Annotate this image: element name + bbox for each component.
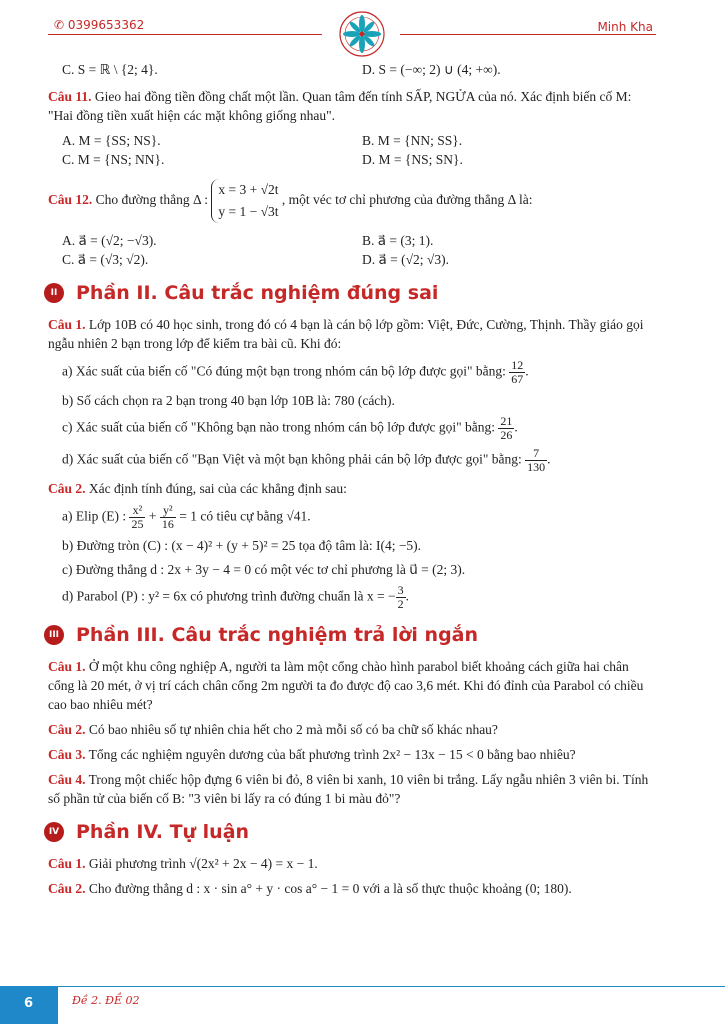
question-label: Câu 1.: [48, 856, 86, 871]
option-c: C. a⃗ = (√3; √2).: [62, 252, 149, 267]
flower-ornament-icon: [324, 10, 400, 60]
option-b: B. a⃗ = (3; 1).: [362, 233, 434, 248]
section-title: Phần III. Câu trắc nghiệm trả lời ngắn: [76, 623, 479, 646]
fraction: $\frac{\text{y²}}{16}$: [161, 503, 174, 531]
statement-a: a) Xác suất của biến cố "Có đúng một bạn trong nhóm cán bộ lớp được gọi" bằng: $\frac{12}{67}$ .: [62, 358, 529, 386]
statement-c: c) Đường thẳng d : 2x + 3y − 4 = 0 có một véc tơ chỉ phương là u⃗ = (2; 3).: [62, 562, 466, 577]
section-title: Phần II. Câu trắc nghiệm đúng sai: [76, 281, 439, 304]
part3-question-4: [48, 770, 656, 808]
fraction: $\frac{\text{x²}}{25}$: [131, 503, 144, 531]
fraction: $\frac{7}{130}$: [527, 446, 546, 474]
part3-question-3: [48, 745, 656, 764]
option-a: A. a⃗ = (√2; −√3).: [62, 233, 157, 248]
question-12: [48, 179, 656, 223]
question-text: Cho đường thẳng d : x · sin a° + y · cos a° − 1 = 0 với a là số thực thuộc khoảng (0; 180).: [88, 881, 572, 896]
question-text: Gieo hai đồng tiền đồng chất một lần. Quan tâm đến tính SẤP, NGỬA của nó. Xác định biến cố M: "Hai đồng tiền xuất hiện các mặt không giống nhau".: [48, 89, 632, 123]
footer-line: [58, 986, 725, 987]
part2-question-2: [48, 479, 656, 498]
section-heading-part-3: [44, 625, 656, 645]
header-line-right: [400, 34, 656, 35]
option-c: C. M = {NS; NN}.: [62, 152, 165, 167]
section-heading-part-2: [44, 283, 656, 303]
fraction: $\frac{3}{2}$: [397, 583, 404, 611]
fraction: $\frac{12}{67}$: [511, 358, 524, 386]
equation-y: y = 1 − √3t: [218, 204, 279, 219]
option-c: C. S = ℝ \ {2; 4}.: [62, 62, 158, 77]
section-badge: IV: [44, 822, 64, 842]
section-title: Phần IV. Tự luận: [76, 820, 250, 843]
fraction: $\frac{21}{26}$: [500, 414, 513, 442]
section-badge: II: [44, 283, 64, 303]
question-label: Câu 3.: [48, 747, 86, 762]
statement-b: b) Đường tròn (C) : (x − 4)² + (y + 5)² = 25 tọa độ tâm là: I(4; −5).: [62, 538, 422, 553]
statement-d: d) Xác suất của biến cố "Bạn Việt và một bạn không phải cán bộ lớp được gọi" bằng: $\frac{7}{130}$ .: [62, 446, 551, 474]
equation-system: [211, 179, 278, 223]
section-heading-part-4: [44, 822, 656, 842]
question-label: Câu 4.: [48, 772, 86, 787]
part3-question-1: [48, 657, 656, 714]
section-badge: III: [44, 625, 64, 645]
statement-d: d) Parabol (P) : y² = 6x có phương trình đường chuẩn là x = − $\frac{3}{2}$ .: [62, 583, 409, 611]
header-line-left: [48, 34, 322, 35]
question-text-pre: Cho đường thẳng Δ :: [95, 192, 209, 208]
page-header: [0, 0, 725, 60]
question-label: Câu 12.: [48, 192, 93, 208]
phone-icon: ✆: [54, 18, 68, 32]
part4-question-2: [48, 879, 656, 898]
statement-a: a) Elip (E) : $\frac{\text{x²}}{25}$ + $\frac{\text{y²}}{16}$ = 1 có tiêu cự bằng √41.: [62, 503, 311, 531]
question-label: Câu 2.: [48, 481, 86, 496]
author-name: Minh Kha: [597, 20, 653, 34]
question-text: Lớp 10B có 40 học sinh, trong đó có 4 bạn là cán bộ lớp gồm: Việt, Đức, Cường, Thịnh. Thầy giáo gọi ngẫu nhiên 2 bạn trong lớp để kiểm tra bài cũ. Khi đó:: [48, 317, 644, 351]
equation-x: x = 3 + √2t: [218, 182, 279, 197]
question-11-options: [62, 131, 656, 169]
question-11: [48, 87, 656, 125]
option-b: B. M = {NN; SS}.: [362, 133, 463, 148]
statement-b: b) Số cách chọn ra 2 bạn trong 40 bạn lớp 10B là: 780 (cách).: [62, 393, 395, 408]
phone-number: ✆ 0399653362: [54, 18, 145, 32]
question-label: Câu 1.: [48, 317, 86, 332]
part3-question-2: [48, 720, 656, 739]
option-d: D. S = (−∞; 2) ∪ (4; +∞).: [362, 62, 501, 77]
footer-text: Đề 2. ĐỀ 02: [72, 994, 140, 1007]
option-d: D. a⃗ = (√2; √3).: [362, 252, 449, 267]
part4-question-1: [48, 854, 656, 873]
question-text: Tổng các nghiệm nguyên dương của bất phương trình 2x² − 13x − 15 < 0 bằng bao nhiêu?: [88, 747, 576, 762]
part2-question-1: [48, 315, 656, 353]
page-number-box: [0, 986, 58, 1024]
question-text-post: , một véc tơ chỉ phương của đường thẳng Δ là:: [281, 192, 533, 208]
page-number: 6: [24, 996, 34, 1011]
question-text: Có bao nhiêu số tự nhiên chia hết cho 2 mà mỗi số có ba chữ số khác nhau?: [88, 722, 498, 737]
question-12-options: [62, 231, 656, 269]
question-label: Câu 2.: [48, 881, 86, 896]
statement-c: c) Xác suất của biến cố "Không bạn nào trong nhóm cán bộ lớp được gọi" bằng: $\frac{21}{26}$ .: [62, 414, 518, 442]
previous-question-options: [62, 60, 656, 79]
question-text: Xác định tính đúng, sai của các khẳng định sau:: [88, 481, 347, 496]
question-text: Trong một chiếc hộp đựng 6 viên bi đỏ, 8 viên bi xanh, 10 viên bi trắng. Lấy ngẫu nhiên 3 viên bi. Tính số phần tử của biến cố B: "3 viên bi lấy ra có đúng 1 bi màu đỏ"?: [48, 772, 649, 806]
question-label: Câu 1.: [48, 659, 86, 674]
question-label: Câu 11.: [48, 89, 92, 104]
option-a: A. M = {SS; NS}.: [62, 133, 161, 148]
question-text: Ở một khu công nghiệp A, người ta làm một cổng chào hình parabol biết khoảng cách giữa hai chân cổng là 20 mét, ở vị trí cách chân cổng 2m người ta đo được độ cao 3,6 mét. Khi đó đỉnh của Parabol có chiều cao bao nhiêu mét?: [48, 659, 644, 712]
option-d: D. M = {NS; SN}.: [362, 152, 463, 167]
page-content: [48, 60, 656, 904]
question-text: Giải phương trình √(2x² + 2x − 4) = x − 1.: [88, 856, 318, 871]
question-label: Câu 2.: [48, 722, 86, 737]
